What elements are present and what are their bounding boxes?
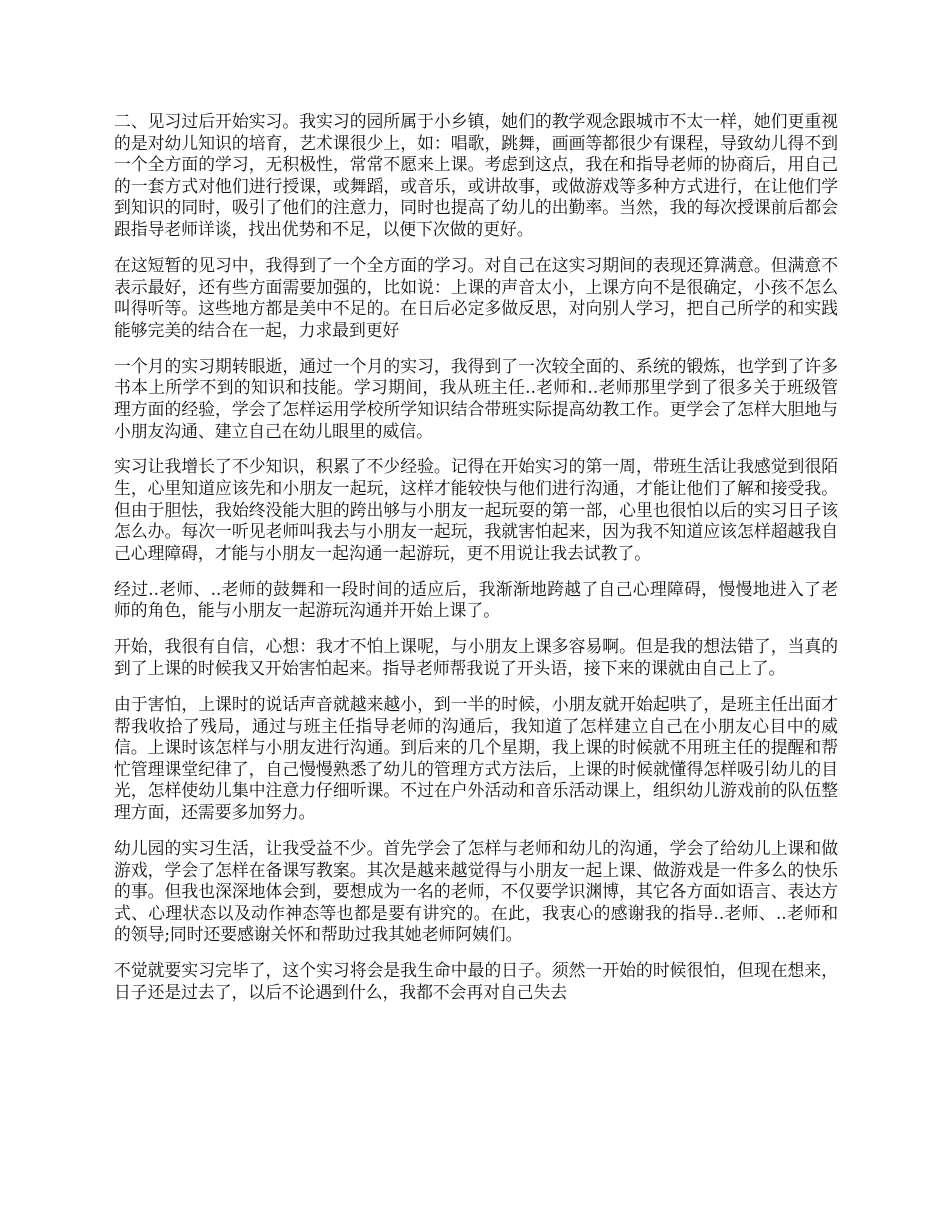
paragraph-2: 在这短暂的见习中，我得到了一个全方面的学习。对自己在这实习期间的表现还算满意。但满意不表示最好，还有些方面需要加强的，比如说：上课的声音太小，上课方向不是很确定，小孩不怎么叫得听等。这些地方都是美中不足的。在日后必定多做反思，对向别人学习，把自己所学的和实践能够完美的结合在一起，力求最到更好 (114, 254, 838, 340)
paragraph-1: 二、见习过后开始实习。我实习的园所属于小乡镇，她们的教学观念跟城市不太一样，她们更重视的是对幼儿知识的培育，艺术课很少上，如：唱歌，跳舞，画画等都很少有课程，导致幼儿得不到一个全方面的学习，无积极性，常常不愿来上课。考虑到这点，我在和指导老师的协商后，用自己的一套方式对他们进行授课，或舞蹈，或音乐，或讲故事，或做游戏等多种方式进行，在让他们学到知识的同时，吸引了他们的注意力，同时也提高了幼儿的出勤率。当然，我的每次授课前后都会跟指导老师详谈，找出优势和不足，以便下次做的更好。 (114, 111, 838, 239)
paragraph-8: 幼儿园的实习生活，让我受益不少。首先学会了怎样与老师和幼儿的沟通，学会了给幼儿上课和做游戏，学会了怎样在备课写教案。其次是越来越觉得与小朋友一起上课、做游戏是一件多么的快乐的事。但我也深深地体会到，要想成为一名的老师，不仅要学识渊博，其它各方面如语言、表达方式、心理状态以及动作神态等也都是要有讲究的。在此，我衷心的感谢我的指导..老师、..老师和的领导;同时还要感谢关怀和帮助过我其她老师阿姨们。 (114, 837, 838, 945)
paragraph-9: 不觉就要实习完毕了，这个实习将会是我生命中最的日子。须然一开始的时候很怕，但现在想来，日子还是过去了，以后不论遇到什么，我都不会再对自己失去 (114, 960, 838, 1002)
document-body (114, 111, 838, 1018)
paragraph-3: 一个月的实习期转眼逝，通过一个月的实习，我得到了一次较全面的、系统的锻炼，也学到了许多书本上所学不到的知识和技能。学习期间，我从班主任..老师和..老师那里学到了很多关于班级管理方面的经验，学会了怎样运用学校所学知识结合带班实际提高幼教工作。更学会了怎样大胆地与小朋友沟通、建立自己在幼儿眼里的威信。 (114, 355, 838, 441)
paragraph-6: 开始，我很有自信，心想：我才不怕上课呢，与小朋友上课多容易啊。但是我的想法错了，当真的到了上课的时候我又开始害怕起来。指导老师帮我说了开头语，接下来的课就由自己上了。 (114, 636, 838, 679)
paragraph-4: 实习让我增长了不少知识，积累了不少经验。记得在开始实习的第一周，带班生活让我感觉到很陌生，心里知道应该先和小朋友一起玩，这样才能较快与他们进行沟通，才能让他们了解和接受我。但由于胆怯，我始终没能大胆的跨出够与小朋友一起玩耍的第一部，心里也很怕以后的实习日子该怎么办。每次一听见老师叫我去与小朋友一起玩，我就害怕起来，因为我不知道应该怎样超越我自己心理障碍，才能与小朋友一起沟通一起游玩，更不用说让我去试教了。 (114, 456, 838, 563)
paragraph-5: 经过..老师、..老师的鼓舞和一段时间的适应后，我渐渐地跨越了自己心理障碍，慢慢地进入了老师的角色，能与小朋友一起游玩沟通并开始上课了。 (114, 578, 838, 621)
paragraph-7: 由于害怕，上课时的说话声音就越来越小，到一半的时候，小朋友就开始起哄了，是班主任出面才帮我收拾了残局，通过与班主任指导老师的沟通后，我知道了怎样建立自己在小朋友心目中的威信。上课时该怎样与小朋友进行沟通。到后来的几个星期，我上课的时候就不用班主任的提醒和帮忙管理课堂纪律了，自己慢慢熟悉了幼儿的管理方式方法后，上课的时候就懂得怎样吸引幼儿的目光，怎样使幼儿集中注意力仔细听课。不过在户外活动和音乐活动课上，组织幼儿游戏前的队伍整理方面，还需要多加努力。 (114, 694, 838, 822)
